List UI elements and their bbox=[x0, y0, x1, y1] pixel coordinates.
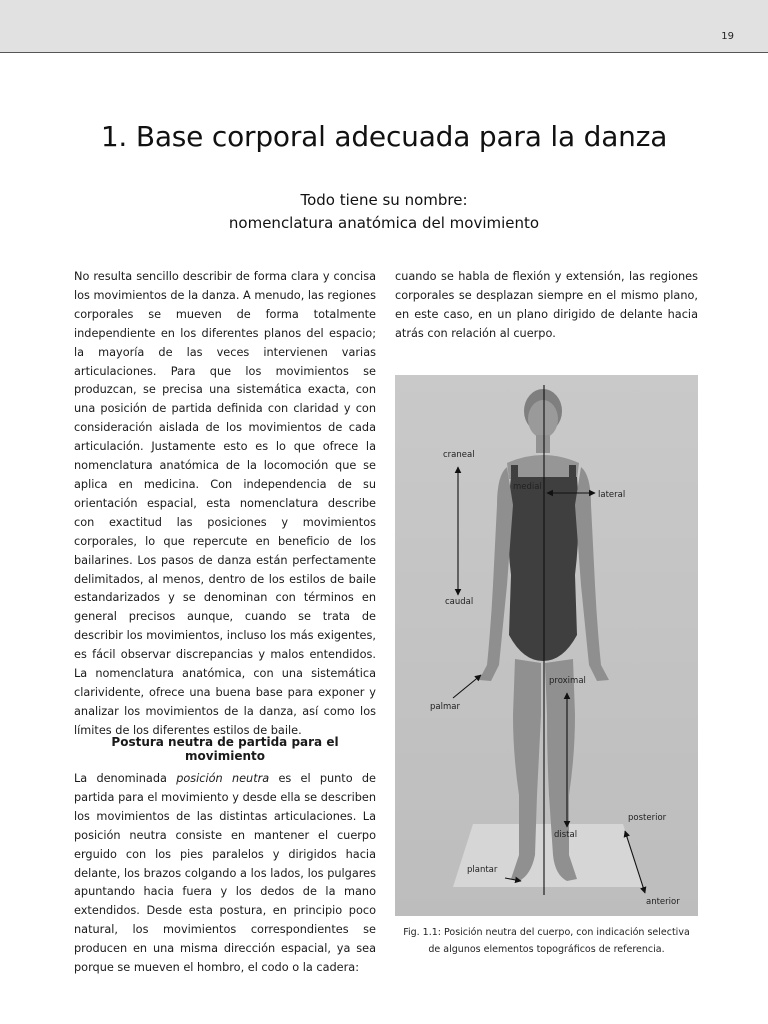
label-craneal: craneal bbox=[443, 450, 475, 460]
chapter-title: 1. Base corporal adecuada para la danza bbox=[100, 120, 668, 153]
label-medial: medial bbox=[513, 482, 542, 492]
label-proximal: proximal bbox=[549, 676, 586, 686]
intro-paragraph: No resulta sencillo describir de forma clara y concisa los movimientos de la danza. A menudo, las regiones corporales se mueven de forma totalmente independiente en los diferentes planos del espacio; la mayoría de las veces intervienen varias articulaciones. Para que los movimientos se produzcan, se precisa una sistemática exacta, con una posición de partida definida con claridad y con consideración aislada de los movimientos de cada articulación. Justamente esto es lo que ofrece la nomenclatura anatómica de la locomoción que se aplica en medicina. Con independencia de su orientación espacial, esta nomenclatura describe con exactitud las posiciones y movimientos corporales, lo que repercute en beneficio de los bailarines. Los pasos de danza están perfectamente delimitados, al menos, dentro de los estilos de baile estandarizados y se denominan con términos en general precisos aunque, cuando se trata de describir los movimientos, incluso los más exigentes, es fácil observar discrepancias y malos entendidos. La nomenclatura anatómica, con una sistemática clarividente, ofrece una buena base para exponer y analizar los movimientos de la danza, así como los límites de los diferentes estilos de baile. bbox=[74, 270, 376, 737]
neutral-text-after: es el punto de partida para el movimiento y desde ella se describen los movimientos de las distintas articulaciones. La posición neutra consiste en mantener el cuerpo erguido con los pies paralelos y dirigidos hacia delante, los brazos colgando a los lados, los pulgares apuntando hacia fuera y los dedos de la mano extendidos. Desde esta postura, en principio poco natural, los movimientos correspondientes se producen en una misma dirección espacial, ya sea porque se mueven el hombro, el codo o la cadera: bbox=[74, 772, 376, 975]
caption-line-1: Fig. 1.1: Posición neutra del cuerpo, con indicación selectiva bbox=[403, 927, 690, 938]
section-subtitle bbox=[0, 189, 768, 235]
section-heading: Postura neutra de partida para el movimiento bbox=[111, 735, 339, 763]
caption-line-2: de algunos elementos topográficos de referencia. bbox=[428, 944, 665, 955]
neutral-position-column bbox=[74, 770, 376, 978]
neutral-position-paragraph bbox=[74, 770, 376, 978]
continuation-paragraph: cuando se habla de flexión y extensión, las regiones corporales se desplazan siempre en el mismo plano, en este caso, en un plano dirigido de delante hacia atrás con relación al cuerpo. bbox=[395, 270, 698, 340]
neutral-text-before: La denominada bbox=[74, 772, 177, 785]
label-palmar: palmar bbox=[430, 702, 460, 712]
header-band bbox=[0, 0, 768, 53]
body-figure-illustration bbox=[395, 375, 698, 916]
label-posterior: posterior bbox=[628, 813, 667, 823]
leotard bbox=[508, 477, 579, 661]
label-caudal: caudal bbox=[445, 597, 474, 607]
label-distal: distal bbox=[554, 830, 578, 840]
subtitle-line-1: Todo tiene su nombre: bbox=[300, 191, 468, 209]
figure-photo bbox=[395, 375, 698, 916]
subtitle-line-2: nomenclatura anatómica del movimiento bbox=[228, 214, 540, 232]
label-anterior: anterior bbox=[646, 897, 680, 907]
neutral-emphasis: posición neutra bbox=[176, 772, 270, 785]
label-plantar: plantar bbox=[467, 865, 498, 875]
right-column bbox=[395, 268, 698, 344]
label-lateral: lateral bbox=[598, 490, 626, 500]
intro-column bbox=[74, 268, 376, 741]
page-number: 19 bbox=[721, 31, 734, 42]
figure-caption bbox=[395, 924, 698, 958]
floor-mat bbox=[453, 824, 643, 887]
